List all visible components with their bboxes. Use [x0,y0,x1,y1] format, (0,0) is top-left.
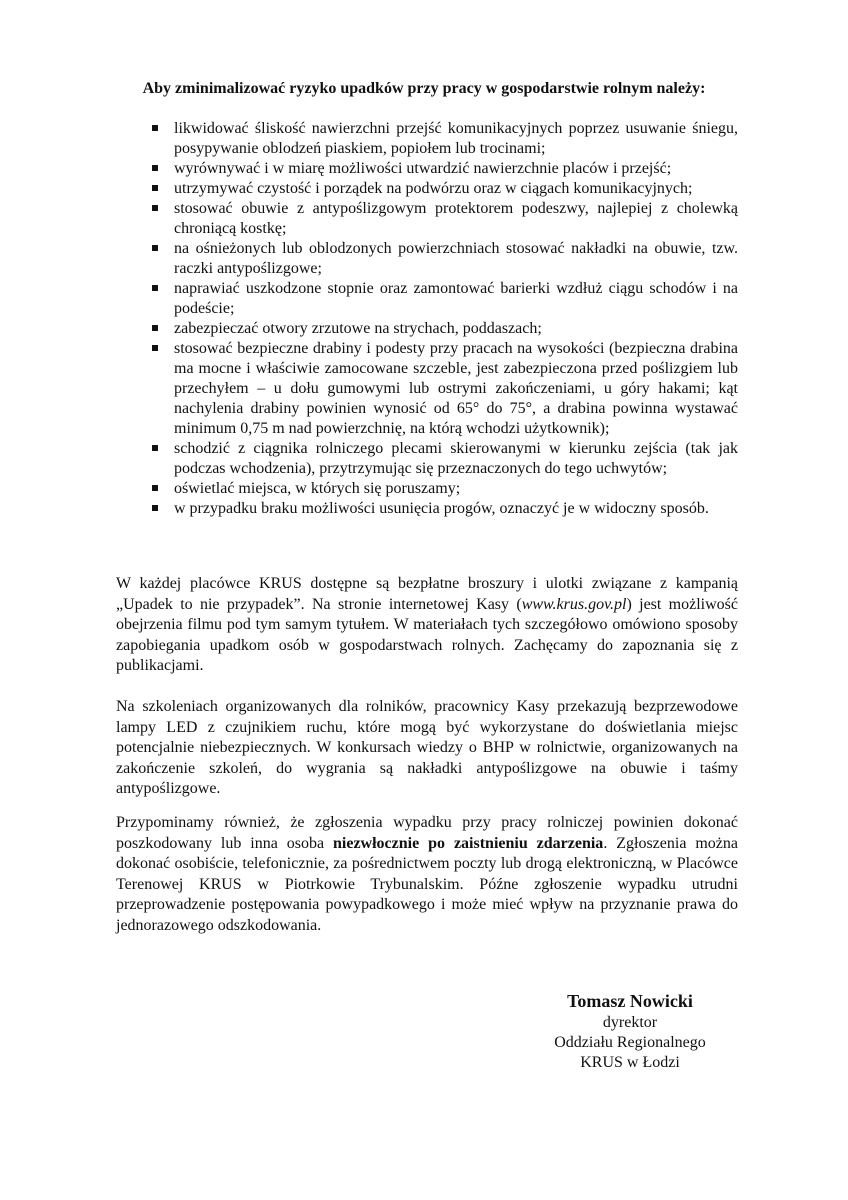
square-bullet-icon [152,345,158,351]
square-bullet-icon [152,185,158,191]
list-item [148,199,738,239]
list-item [148,239,738,279]
signature-title: dyrektor [602,1014,658,1031]
list-item-text: zabezpieczać otwory zrzutowe na strychach, poddaszach; [174,320,542,337]
list-item-text: utrzymywać czystość i porządek na podwórzu oraz w ciągach komunikacyjnych; [174,180,693,197]
list-item [148,159,738,179]
emphasis-text: niezwłocznie po zaistnieniu zdarzenia [333,834,604,852]
list-item-text: naprawiać uszkodzone stopnie oraz zamontować barierki wzdłuż ciągu schodów i na podeście; [174,280,738,317]
list-item [148,439,738,479]
paragraph-reporting [116,813,738,936]
signature-name: Tomasz Nowicki [567,991,693,1011]
list-item [148,479,738,499]
square-bullet-icon [152,165,158,171]
square-bullet-icon [152,325,158,331]
list-item [148,499,738,519]
list-item [148,119,738,159]
square-bullet-icon [152,205,158,211]
square-bullet-icon [152,285,158,291]
paragraph-text: Przypominamy również, że zgłoszenia wypadku przy pracy rolniczej powinien dokonać poszkodowany lub inna osoba [116,814,738,852]
website-link: www.krus.gov.pl [521,595,627,613]
list-item-text: likwidować śliskość nawierzchni przejść komunikacyjnych poprzez usuwanie śniegu, posypywanie oblodzeń piaskiem, popiołem lub trocinami; [174,120,738,157]
square-bullet-icon [152,125,158,131]
list-item [148,319,738,339]
list-item-text: stosować bezpieczne drabiny i podesty przy pracach na wysokości (bezpieczna drabina ma mocne i właściwie zamocowane szczeble, jest zabezpieczona przed poślizgiem lub przechyłem – u dołu gumowymi lub ostrymi zakończeniami, u góry hakami; kąt nachylenia drabiny powinien wynosić od 65° do 75°, a drabina powinna wystawać minimum 0,75 m nad powierzchnię, na którą wchodzi użytkownik); [174,340,738,437]
list-item-text: oświetlać miejsca, w których się poruszamy; [174,480,461,497]
paragraph-text: . Zgłoszenia można dokonać osobiście, telefonicznie, za pośrednictwem poczty lub drogą elektroniczną, w Placówce Terenowej KRUS w Piotrkowie Trybunalskim. Późne zgłoszenie wypadku utrudni przeprowadzenie postępowania powypadkowego i może mieć wpływ na przyznanie prawa do jednorazowego odszkodowania. [116,834,739,934]
square-bullet-icon [152,485,158,491]
signature-office: KRUS w Łodzi [580,1054,680,1071]
square-bullet-icon [152,505,158,511]
paragraph-trainings: Na szkoleniach organizowanych dla rolników, pracownicy Kasy przekazują bezprzewodowe lampy LED z czujnikiem ruchu, które mogą być wykorzystane do doświetlania miejsc potencjalnie niebezpiecznych. W konkursach wiedzy o BHP w rolnictwie, organizowanych na zakończenie szkoleń, do wygrania są nakładki antypoślizgowe na obuwie i taśmy antypoślizgowe. [116,698,738,797]
list-item-text: w przypadku braku możliwości usunięcia progów, oznaczyć je w widoczny sposób. [174,500,709,517]
list-item [148,179,738,199]
list-item-text: wyrównywać i w miarę możliwości utwardzić nawierzchnie placów i przejść; [174,160,672,177]
paragraph-text: W każdej placówce KRUS dostępne są bezpłatne broszury i ulotki związane z kampanią „Upadek to nie przypadek”. Na stronie internetowej Kasy ( [116,575,738,613]
section-heading: Aby zminimalizować ryzyko upadków przy pracy w gospodarstwie rolnym należy: [142,80,706,97]
signature-unit: Oddziału Regionalnego [554,1034,706,1051]
list-item-text: stosować obuwie z antypoślizgowym protektorem podeszwy, najlepiej z cholewką chroniącą kostkę; [174,200,738,237]
list-item [148,339,738,439]
list-item-text: schodzić z ciągnika rolniczego plecami skierowanymi w kierunku zejścia (tak jak podczas wchodzenia), przytrzymując się przeznaczonych do tego uchwytów; [174,440,738,477]
square-bullet-icon [152,445,158,451]
square-bullet-icon [152,245,158,251]
list-item [148,279,738,319]
paragraph-campaign [116,574,738,677]
paragraph-text: ) jest możliwość obejrzenia filmu pod tym samym tytułem. W materiałach tych szczegółowo omówiono sposoby zapobiegania upadkom osób w gospodarstwach rolnych. Zachęcamy do zapoznania się z publikacjami. [116,595,739,674]
list-item-text: na ośnieżonych lub oblodzonych powierzchniach stosować nakładki na obuwie, tzw. raczki antypoślizgowe; [174,240,738,277]
safety-measures-list [148,119,738,519]
